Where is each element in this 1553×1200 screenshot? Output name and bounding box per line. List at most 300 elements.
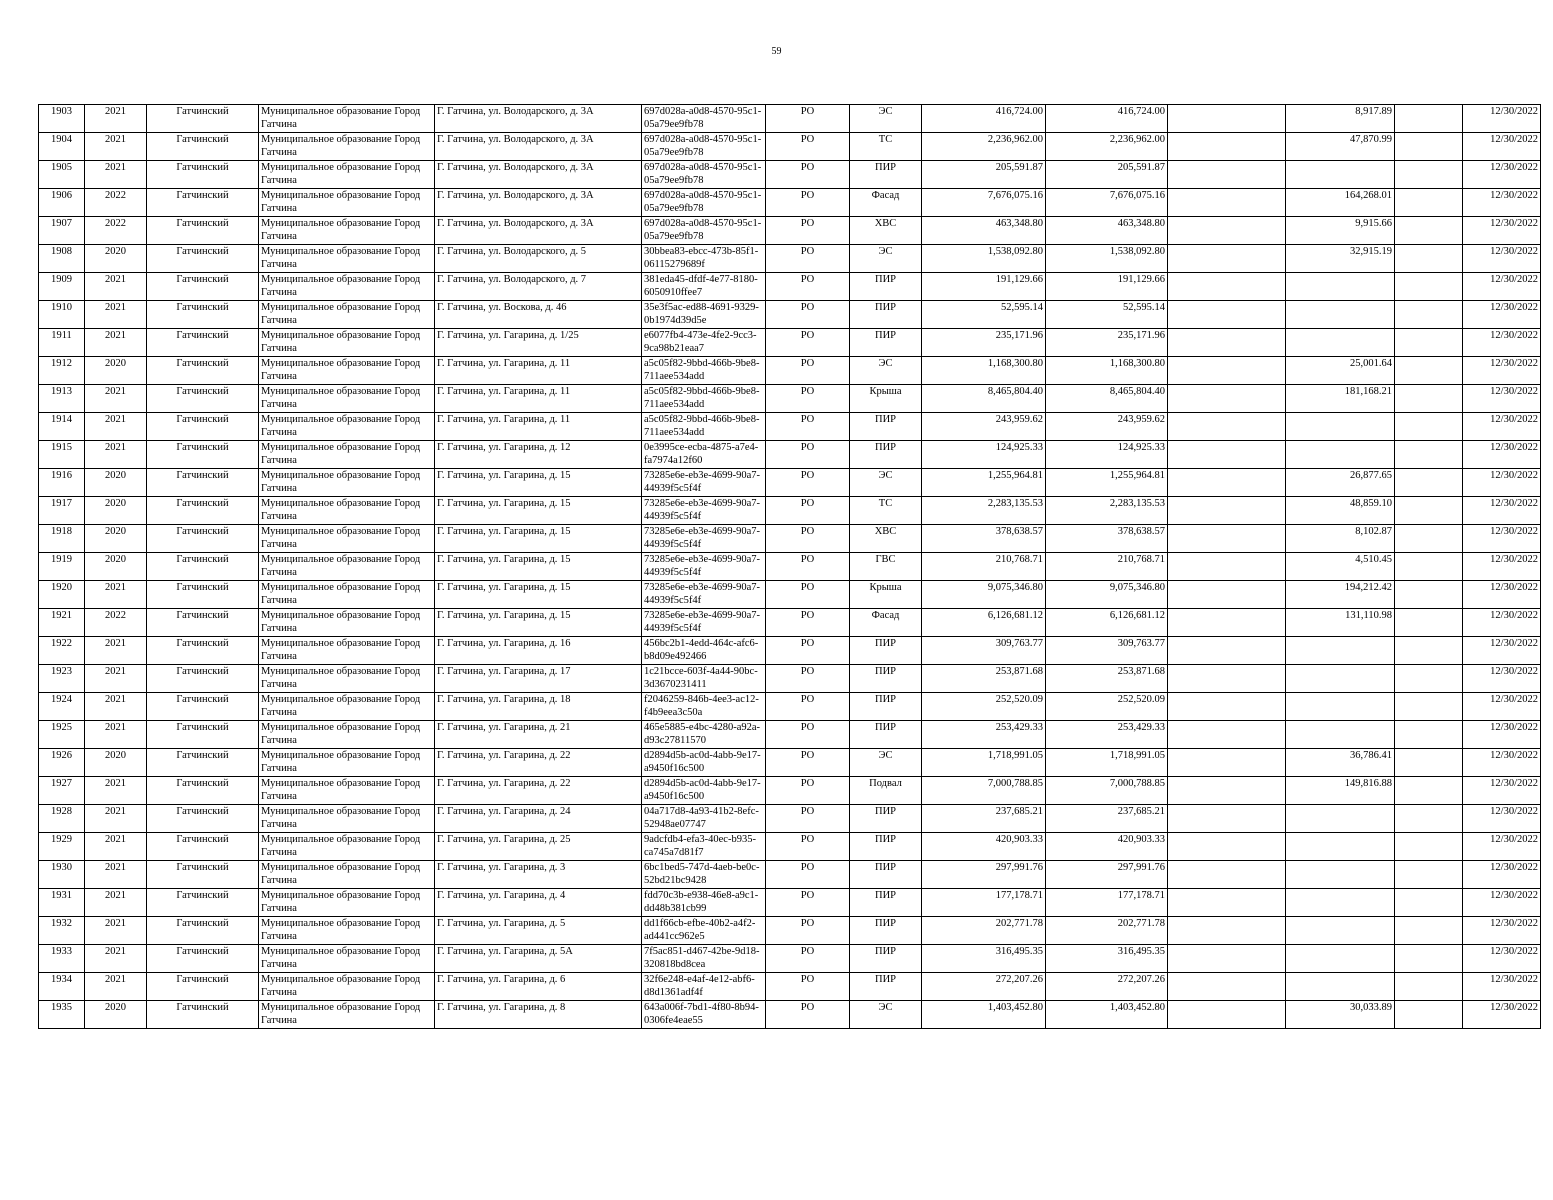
municipality-cell: Муниципальное образование Город Гатчина [259, 161, 435, 189]
empty-cell [1168, 665, 1286, 693]
cost-cell: 253,429.33 [922, 721, 1046, 749]
work-type-cell: ХВС [850, 217, 922, 245]
work-type-cell: ПИР [850, 973, 922, 1001]
municipality-cell: Муниципальное образование Город Гатчина [259, 693, 435, 721]
table-row [39, 693, 1541, 721]
empty-cell [1395, 441, 1463, 469]
row-number-cell: 1906 [39, 189, 85, 217]
empty-cell [1168, 329, 1286, 357]
amount-cell: 177,178.71 [1046, 889, 1168, 917]
row-number-cell: 1926 [39, 749, 85, 777]
house-guid-cell: fdd70c3b-e938-46e8-a9c1-dd48b381cb99 [642, 889, 766, 917]
cost-cell: 416,724.00 [922, 105, 1046, 133]
source-cell: РО [766, 497, 850, 525]
source-cell: РО [766, 553, 850, 581]
house-guid-cell: e6077fb4-473e-4fe2-9cc3-9ca98b21eaa7 [642, 329, 766, 357]
source-cell: РО [766, 749, 850, 777]
municipality-cell: Муниципальное образование Город Гатчина [259, 749, 435, 777]
amount-cell: 420,903.33 [1046, 833, 1168, 861]
amount-cell: 7,676,075.16 [1046, 189, 1168, 217]
amount-cell: 210,768.71 [1046, 553, 1168, 581]
municipality-cell: Муниципальное образование Город Гатчина [259, 301, 435, 329]
row-number-cell: 1932 [39, 917, 85, 945]
empty-cell [1168, 357, 1286, 385]
cost-cell: 202,771.78 [922, 917, 1046, 945]
date-cell: 12/30/2022 [1463, 973, 1541, 1001]
year-cell: 2021 [85, 861, 147, 889]
empty-cell [1168, 637, 1286, 665]
district-cell: Гатчинский [147, 889, 259, 917]
amount-cell: 52,595.14 [1046, 301, 1168, 329]
year-cell: 2021 [85, 721, 147, 749]
municipality-cell: Муниципальное образование Город Гатчина [259, 581, 435, 609]
municipality-cell: Муниципальное образование Город Гатчина [259, 245, 435, 273]
municipality-cell: Муниципальное образование Город Гатчина [259, 637, 435, 665]
amount-cell: 124,925.33 [1046, 441, 1168, 469]
empty-cell [1168, 301, 1286, 329]
district-cell: Гатчинский [147, 105, 259, 133]
district-cell: Гатчинский [147, 665, 259, 693]
sub-amount-cell [1286, 665, 1395, 693]
sub-amount-cell: 32,915.19 [1286, 245, 1395, 273]
source-cell: РО [766, 161, 850, 189]
house-guid-cell: 9adcfdb4-efa3-40ec-b935-ca745a7d81f7 [642, 833, 766, 861]
year-cell: 2021 [85, 777, 147, 805]
year-cell: 2021 [85, 805, 147, 833]
address-cell: Г. Гатчина, ул. Гагарина, д. 4 [435, 889, 642, 917]
amount-cell: 2,283,135.53 [1046, 497, 1168, 525]
municipality-cell: Муниципальное образование Город Гатчина [259, 525, 435, 553]
address-cell: Г. Гатчина, ул. Гагарина, д. 15 [435, 609, 642, 637]
empty-cell [1395, 917, 1463, 945]
row-number-cell: 1929 [39, 833, 85, 861]
empty-cell [1395, 329, 1463, 357]
address-cell: Г. Гатчина, ул. Гагарина, д. 15 [435, 553, 642, 581]
table-row [39, 329, 1541, 357]
amount-cell: 252,520.09 [1046, 693, 1168, 721]
district-cell: Гатчинский [147, 805, 259, 833]
house-guid-cell: f2046259-846b-4ee3-ac12-f4b9eea3c50a [642, 693, 766, 721]
cost-cell: 52,595.14 [922, 301, 1046, 329]
empty-cell [1168, 273, 1286, 301]
year-cell: 2021 [85, 945, 147, 973]
source-cell: РО [766, 581, 850, 609]
empty-cell [1168, 189, 1286, 217]
work-type-cell: ПИР [850, 833, 922, 861]
year-cell: 2020 [85, 357, 147, 385]
cost-cell: 191,129.66 [922, 273, 1046, 301]
row-number-cell: 1907 [39, 217, 85, 245]
amount-cell: 191,129.66 [1046, 273, 1168, 301]
work-type-cell: ПИР [850, 441, 922, 469]
row-number-cell: 1915 [39, 441, 85, 469]
table-row [39, 497, 1541, 525]
house-guid-cell: 73285e6e-eb3e-4699-90a7-44939f5c5f4f [642, 581, 766, 609]
address-cell: Г. Гатчина, ул. Гагарина, д. 15 [435, 525, 642, 553]
table-row [39, 217, 1541, 245]
row-number-cell: 1917 [39, 497, 85, 525]
municipality-cell: Муниципальное образование Город Гатчина [259, 665, 435, 693]
sub-amount-cell [1286, 973, 1395, 1001]
work-type-cell: Крыша [850, 581, 922, 609]
row-number-cell: 1903 [39, 105, 85, 133]
empty-cell [1395, 609, 1463, 637]
table-row [39, 833, 1541, 861]
work-type-cell: ЭС [850, 245, 922, 273]
address-cell: Г. Гатчина, ул. Гагарина, д. 15 [435, 497, 642, 525]
date-cell: 12/30/2022 [1463, 217, 1541, 245]
table-row [39, 161, 1541, 189]
cost-cell: 7,676,075.16 [922, 189, 1046, 217]
date-cell: 12/30/2022 [1463, 637, 1541, 665]
sub-amount-cell [1286, 329, 1395, 357]
work-type-cell: Подвал [850, 777, 922, 805]
work-type-cell: ЭС [850, 105, 922, 133]
amount-cell: 309,763.77 [1046, 637, 1168, 665]
date-cell: 12/30/2022 [1463, 497, 1541, 525]
district-cell: Гатчинский [147, 1001, 259, 1029]
address-cell: Г. Гатчина, ул. Володарского, д. 3А [435, 189, 642, 217]
work-type-cell: ПИР [850, 161, 922, 189]
municipality-cell: Муниципальное образование Город Гатчина [259, 805, 435, 833]
row-number-cell: 1921 [39, 609, 85, 637]
empty-cell [1168, 609, 1286, 637]
empty-cell [1168, 553, 1286, 581]
district-cell: Гатчинский [147, 385, 259, 413]
table-row [39, 861, 1541, 889]
year-cell: 2021 [85, 581, 147, 609]
source-cell: РО [766, 441, 850, 469]
date-cell: 12/30/2022 [1463, 665, 1541, 693]
date-cell: 12/30/2022 [1463, 525, 1541, 553]
house-guid-cell: 30bbea83-ebcc-473b-85f1-06115279689f [642, 245, 766, 273]
date-cell: 12/30/2022 [1463, 609, 1541, 637]
house-guid-cell: 35e3f5ac-ed88-4691-9329-0b1974d39d5e [642, 301, 766, 329]
cost-cell: 252,520.09 [922, 693, 1046, 721]
district-cell: Гатчинский [147, 469, 259, 497]
district-cell: Гатчинский [147, 329, 259, 357]
date-cell: 12/30/2022 [1463, 441, 1541, 469]
district-cell: Гатчинский [147, 973, 259, 1001]
amount-cell: 378,638.57 [1046, 525, 1168, 553]
empty-cell [1168, 805, 1286, 833]
address-cell: Г. Гатчина, ул. Гагарина, д. 15 [435, 469, 642, 497]
address-cell: Г. Гатчина, ул. Гагарина, д. 25 [435, 833, 642, 861]
source-cell: РО [766, 273, 850, 301]
year-cell: 2020 [85, 469, 147, 497]
address-cell: Г. Гатчина, ул. Володарского, д. 3А [435, 161, 642, 189]
cost-cell: 6,126,681.12 [922, 609, 1046, 637]
year-cell: 2020 [85, 749, 147, 777]
district-cell: Гатчинский [147, 357, 259, 385]
work-type-cell: ПИР [850, 917, 922, 945]
empty-cell [1168, 945, 1286, 973]
sub-amount-cell: 47,870.99 [1286, 133, 1395, 161]
sub-amount-cell: 4,510.45 [1286, 553, 1395, 581]
source-cell: РО [766, 1001, 850, 1029]
work-type-cell: ПИР [850, 665, 922, 693]
municipality-cell: Муниципальное образование Город Гатчина [259, 721, 435, 749]
empty-cell [1168, 413, 1286, 441]
empty-cell [1395, 805, 1463, 833]
municipality-cell: Муниципальное образование Город Гатчина [259, 1001, 435, 1029]
address-cell: Г. Гатчина, ул. Гагарина, д. 22 [435, 777, 642, 805]
empty-cell [1395, 161, 1463, 189]
empty-cell [1168, 917, 1286, 945]
table-row [39, 301, 1541, 329]
empty-cell [1168, 245, 1286, 273]
address-cell: Г. Гатчина, ул. Гагарина, д. 12 [435, 441, 642, 469]
empty-cell [1395, 105, 1463, 133]
house-guid-cell: 7f5ac851-d467-42be-9d18-320818bd8cea [642, 945, 766, 973]
address-cell: Г. Гатчина, ул. Гагарина, д. 15 [435, 581, 642, 609]
empty-cell [1168, 441, 1286, 469]
row-number-cell: 1933 [39, 945, 85, 973]
table-row [39, 273, 1541, 301]
address-cell: Г. Гатчина, ул. Гагарина, д. 5 [435, 917, 642, 945]
table-row [39, 385, 1541, 413]
date-cell: 12/30/2022 [1463, 721, 1541, 749]
address-cell: Г. Гатчина, ул. Гагарина, д. 11 [435, 385, 642, 413]
row-number-cell: 1912 [39, 357, 85, 385]
amount-cell: 253,871.68 [1046, 665, 1168, 693]
cost-cell: 309,763.77 [922, 637, 1046, 665]
house-guid-cell: 73285e6e-eb3e-4699-90a7-44939f5c5f4f [642, 525, 766, 553]
municipality-cell: Муниципальное образование Город Гатчина [259, 945, 435, 973]
table-row [39, 777, 1541, 805]
table-row [39, 665, 1541, 693]
amount-cell: 235,171.96 [1046, 329, 1168, 357]
address-cell: Г. Гатчина, ул. Гагарина, д. 8 [435, 1001, 642, 1029]
date-cell: 12/30/2022 [1463, 945, 1541, 973]
district-cell: Гатчинский [147, 749, 259, 777]
municipality-cell: Муниципальное образование Город Гатчина [259, 497, 435, 525]
source-cell: РО [766, 217, 850, 245]
house-guid-cell: 73285e6e-eb3e-4699-90a7-44939f5c5f4f [642, 609, 766, 637]
row-number-cell: 1904 [39, 133, 85, 161]
district-cell: Гатчинский [147, 609, 259, 637]
municipality-cell: Муниципальное образование Город Гатчина [259, 777, 435, 805]
page-number: 59 [771, 46, 782, 57]
work-type-cell: ЭС [850, 1001, 922, 1029]
address-cell: Г. Гатчина, ул. Володарского, д. 3А [435, 105, 642, 133]
municipality-cell: Муниципальное образование Город Гатчина [259, 861, 435, 889]
empty-cell [1395, 217, 1463, 245]
cost-cell: 378,638.57 [922, 525, 1046, 553]
address-cell: Г. Гатчина, ул. Гагарина, д. 21 [435, 721, 642, 749]
table-row [39, 721, 1541, 749]
house-guid-cell: 697d028a-a0d8-4570-95c1-05a79ee9fb78 [642, 133, 766, 161]
house-guid-cell: 73285e6e-eb3e-4699-90a7-44939f5c5f4f [642, 469, 766, 497]
year-cell: 2021 [85, 833, 147, 861]
row-number-cell: 1931 [39, 889, 85, 917]
cost-cell: 2,236,962.00 [922, 133, 1046, 161]
source-cell: РО [766, 721, 850, 749]
work-type-cell: ЭС [850, 749, 922, 777]
source-cell: РО [766, 329, 850, 357]
year-cell: 2022 [85, 217, 147, 245]
year-cell: 2021 [85, 413, 147, 441]
cost-cell: 124,925.33 [922, 441, 1046, 469]
empty-cell [1395, 861, 1463, 889]
empty-cell [1395, 301, 1463, 329]
empty-cell [1168, 833, 1286, 861]
source-cell: РО [766, 861, 850, 889]
cost-cell: 316,495.35 [922, 945, 1046, 973]
date-cell: 12/30/2022 [1463, 301, 1541, 329]
house-guid-cell: 465e5885-e4bc-4280-a92a-d93c27811570 [642, 721, 766, 749]
source-cell: РО [766, 413, 850, 441]
district-cell: Гатчинский [147, 161, 259, 189]
year-cell: 2021 [85, 441, 147, 469]
amount-cell: 1,718,991.05 [1046, 749, 1168, 777]
address-cell: Г. Гатчина, ул. Гагарина, д. 22 [435, 749, 642, 777]
source-cell: РО [766, 693, 850, 721]
address-cell: Г. Гатчина, ул. Гагарина, д. 11 [435, 357, 642, 385]
empty-cell [1168, 973, 1286, 1001]
district-cell: Гатчинский [147, 721, 259, 749]
cost-cell: 1,718,991.05 [922, 749, 1046, 777]
sub-amount-cell [1286, 413, 1395, 441]
district-cell: Гатчинский [147, 553, 259, 581]
sub-amount-cell: 131,110.98 [1286, 609, 1395, 637]
row-number-cell: 1911 [39, 329, 85, 357]
amount-cell: 243,959.62 [1046, 413, 1168, 441]
district-cell: Гатчинский [147, 189, 259, 217]
date-cell: 12/30/2022 [1463, 133, 1541, 161]
sub-amount-cell [1286, 161, 1395, 189]
work-type-cell: ПИР [850, 721, 922, 749]
date-cell: 12/30/2022 [1463, 889, 1541, 917]
date-cell: 12/30/2022 [1463, 581, 1541, 609]
date-cell: 12/30/2022 [1463, 273, 1541, 301]
date-cell: 12/30/2022 [1463, 805, 1541, 833]
cost-cell: 1,403,452.80 [922, 1001, 1046, 1029]
house-guid-cell: 6bc1bed5-747d-4aeb-be0c-52bd21bc9428 [642, 861, 766, 889]
municipality-cell: Муниципальное образование Город Гатчина [259, 833, 435, 861]
sub-amount-cell: 26,877.65 [1286, 469, 1395, 497]
empty-cell [1395, 525, 1463, 553]
empty-cell [1168, 105, 1286, 133]
address-cell: Г. Гатчина, ул. Гагарина, д. 3 [435, 861, 642, 889]
row-number-cell: 1914 [39, 413, 85, 441]
address-cell: Г. Гатчина, ул. Гагарина, д. 18 [435, 693, 642, 721]
sub-amount-cell [1286, 889, 1395, 917]
source-cell: РО [766, 245, 850, 273]
empty-cell [1168, 777, 1286, 805]
row-number-cell: 1913 [39, 385, 85, 413]
house-guid-cell: 697d028a-a0d8-4570-95c1-05a79ee9fb78 [642, 105, 766, 133]
municipality-cell: Муниципальное образование Город Гатчина [259, 917, 435, 945]
cost-cell: 272,207.26 [922, 973, 1046, 1001]
work-type-cell: ПИР [850, 889, 922, 917]
table-row [39, 413, 1541, 441]
amount-cell: 297,991.76 [1046, 861, 1168, 889]
source-cell: РО [766, 945, 850, 973]
cost-cell: 177,178.71 [922, 889, 1046, 917]
table-row [39, 637, 1541, 665]
year-cell: 2021 [85, 385, 147, 413]
row-number-cell: 1934 [39, 973, 85, 1001]
district-cell: Гатчинский [147, 273, 259, 301]
house-guid-cell: 697d028a-a0d8-4570-95c1-05a79ee9fb78 [642, 161, 766, 189]
empty-cell [1395, 385, 1463, 413]
year-cell: 2021 [85, 161, 147, 189]
source-cell: РО [766, 665, 850, 693]
year-cell: 2020 [85, 497, 147, 525]
source-cell: РО [766, 917, 850, 945]
work-type-cell: ПИР [850, 273, 922, 301]
empty-cell [1395, 245, 1463, 273]
amount-cell: 8,465,804.40 [1046, 385, 1168, 413]
year-cell: 2022 [85, 189, 147, 217]
sub-amount-cell: 9,915.66 [1286, 217, 1395, 245]
table-row [39, 189, 1541, 217]
address-cell: Г. Гатчина, ул. Володарского, д. 3А [435, 217, 642, 245]
municipality-cell: Муниципальное образование Город Гатчина [259, 133, 435, 161]
source-cell: РО [766, 609, 850, 637]
municipality-cell: Муниципальное образование Город Гатчина [259, 189, 435, 217]
cost-cell: 243,959.62 [922, 413, 1046, 441]
sub-amount-cell [1286, 945, 1395, 973]
cost-cell: 235,171.96 [922, 329, 1046, 357]
work-type-cell: Крыша [850, 385, 922, 413]
municipality-cell: Муниципальное образование Город Гатчина [259, 413, 435, 441]
sub-amount-cell [1286, 861, 1395, 889]
table-row [39, 441, 1541, 469]
cost-cell: 8,465,804.40 [922, 385, 1046, 413]
cost-cell: 205,591.87 [922, 161, 1046, 189]
cost-cell: 7,000,788.85 [922, 777, 1046, 805]
house-guid-cell: 04a717d8-4a93-41b2-8efc-52948ae07747 [642, 805, 766, 833]
empty-cell [1395, 973, 1463, 1001]
empty-cell [1168, 469, 1286, 497]
house-guid-cell: 0e3995ce-ecba-4875-a7e4-fa7974a12f60 [642, 441, 766, 469]
date-cell: 12/30/2022 [1463, 553, 1541, 581]
empty-cell [1168, 217, 1286, 245]
source-cell: РО [766, 189, 850, 217]
table-row [39, 805, 1541, 833]
municipality-cell: Муниципальное образование Город Гатчина [259, 273, 435, 301]
empty-cell [1395, 581, 1463, 609]
work-type-cell: ПИР [850, 693, 922, 721]
empty-cell [1395, 133, 1463, 161]
date-cell: 12/30/2022 [1463, 693, 1541, 721]
date-cell: 12/30/2022 [1463, 329, 1541, 357]
empty-cell [1168, 133, 1286, 161]
table-row [39, 357, 1541, 385]
empty-cell [1168, 497, 1286, 525]
empty-cell [1168, 581, 1286, 609]
row-number-cell: 1918 [39, 525, 85, 553]
row-number-cell: 1925 [39, 721, 85, 749]
date-cell: 12/30/2022 [1463, 413, 1541, 441]
source-cell: РО [766, 777, 850, 805]
year-cell: 2021 [85, 637, 147, 665]
row-number-cell: 1920 [39, 581, 85, 609]
district-cell: Гатчинский [147, 245, 259, 273]
source-cell: РО [766, 357, 850, 385]
table-row [39, 581, 1541, 609]
sub-amount-cell [1286, 805, 1395, 833]
empty-cell [1395, 1001, 1463, 1029]
amount-cell: 205,591.87 [1046, 161, 1168, 189]
house-guid-cell: 643a006f-7bd1-4f80-8b94-0306fe4eae55 [642, 1001, 766, 1029]
table-row [39, 749, 1541, 777]
cost-cell: 253,871.68 [922, 665, 1046, 693]
work-type-cell: ПИР [850, 805, 922, 833]
date-cell: 12/30/2022 [1463, 161, 1541, 189]
